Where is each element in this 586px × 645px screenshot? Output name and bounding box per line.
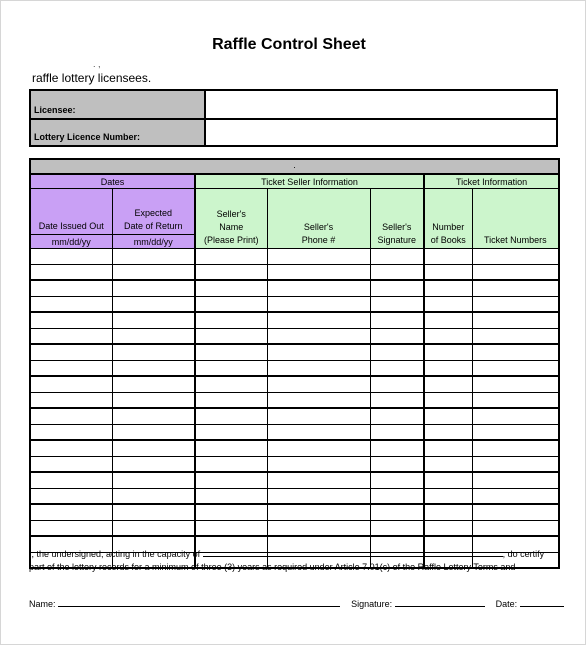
name-label: Name:: [29, 599, 56, 609]
name-field[interactable]: [58, 597, 340, 607]
col-number-of-books-line2: of Books: [430, 235, 466, 245]
table-cell[interactable]: [112, 392, 195, 408]
table-cell[interactable]: [472, 264, 559, 280]
table-cell[interactable]: [267, 392, 370, 408]
raffle-control-table: [29, 158, 560, 569]
table-cell[interactable]: [424, 456, 472, 472]
table-cell[interactable]: [424, 520, 472, 536]
table-cell[interactable]: [195, 280, 267, 296]
table-cell[interactable]: [195, 456, 267, 472]
table-cell[interactable]: [195, 424, 267, 440]
table-row: [30, 440, 559, 456]
table-cell[interactable]: [267, 472, 370, 488]
col-expected-return-line2: Date of Return: [123, 221, 183, 231]
table-row: [30, 264, 559, 280]
table-cell[interactable]: [472, 312, 559, 328]
table-header-bar: [30, 159, 559, 174]
cert-line2: part of the lottery records for a minimum of three (3) years as required under Article 7.01(c) of the Raffle Lottery Terms and: [29, 562, 516, 572]
table-cell[interactable]: [370, 360, 424, 376]
date-label: Date:: [495, 599, 518, 609]
table-cell[interactable]: [30, 440, 112, 456]
table-row: [30, 328, 559, 344]
table-cell[interactable]: [472, 408, 559, 424]
table-row: [30, 376, 559, 392]
table-cell[interactable]: [424, 424, 472, 440]
table-cell[interactable]: [424, 472, 472, 488]
table-cell[interactable]: [267, 488, 370, 504]
table-cell[interactable]: [112, 504, 195, 520]
table-cell[interactable]: [267, 249, 370, 265]
page-title: Raffle Control Sheet: [212, 36, 366, 53]
col-seller-name: [195, 189, 267, 249]
table-cell[interactable]: [195, 440, 267, 456]
cert-line1-end: , do certify: [502, 549, 545, 559]
col-date-issued-label: Date Issued Out: [38, 221, 104, 231]
table-cell[interactable]: [195, 488, 267, 504]
col-ticket-numbers: [472, 189, 559, 249]
table-cell[interactable]: [424, 392, 472, 408]
table-cell[interactable]: [472, 249, 559, 265]
col-seller-phone-line2: Phone #: [301, 235, 336, 245]
table-row: [30, 424, 559, 440]
table-cell[interactable]: [472, 296, 559, 312]
table-cell[interactable]: [472, 328, 559, 344]
table-cell[interactable]: [30, 328, 112, 344]
table-cell[interactable]: [112, 520, 195, 536]
table-cell[interactable]: [424, 280, 472, 296]
date-format-return: mm/dd/yy: [112, 235, 195, 249]
table-cell[interactable]: [195, 376, 267, 392]
table-cell[interactable]: [112, 424, 195, 440]
table-cell[interactable]: [112, 360, 195, 376]
table-cell[interactable]: [112, 376, 195, 392]
table-cell[interactable]: [112, 488, 195, 504]
col-seller-phone: [267, 189, 370, 249]
col-number-of-books-line1: Number: [432, 222, 465, 232]
table-cell[interactable]: [195, 360, 267, 376]
table-cell[interactable]: [472, 280, 559, 296]
table-cell[interactable]: [370, 440, 424, 456]
table-cell[interactable]: [424, 296, 472, 312]
col-number-of-books: [424, 189, 472, 249]
table-row: [30, 360, 559, 376]
table-cell[interactable]: [30, 376, 112, 392]
table-cell[interactable]: [472, 488, 559, 504]
table-cell[interactable]: [370, 456, 424, 472]
table-cell[interactable]: [112, 280, 195, 296]
table-cell[interactable]: [424, 408, 472, 424]
table-cell[interactable]: [30, 249, 112, 265]
table-row: [30, 472, 559, 488]
signoff-row: [29, 597, 569, 609]
table-cell[interactable]: [112, 456, 195, 472]
table-cell[interactable]: [472, 440, 559, 456]
column-header-row: [30, 189, 559, 235]
table-cell[interactable]: [195, 344, 267, 360]
table-cell[interactable]: [30, 520, 112, 536]
table-cell[interactable]: [30, 344, 112, 360]
table-cell[interactable]: [370, 328, 424, 344]
table-cell[interactable]: [30, 312, 112, 328]
table-cell[interactable]: [424, 360, 472, 376]
table-cell[interactable]: [472, 472, 559, 488]
col-seller-signature-line1: Seller's: [382, 222, 412, 232]
table-cell[interactable]: [30, 408, 112, 424]
table-cell[interactable]: [30, 456, 112, 472]
date-format-issued: mm/dd/yy: [30, 235, 112, 249]
table-row: [30, 408, 559, 424]
table-cell[interactable]: [424, 504, 472, 520]
table-cell[interactable]: [424, 344, 472, 360]
col-seller-signature-line2: Signature: [377, 235, 417, 245]
licence-number-label: Lottery Licence Number:: [30, 119, 205, 146]
intro-text: raffle lottery licensees.: [32, 71, 152, 85]
table-cell[interactable]: [370, 312, 424, 328]
table-cell[interactable]: [30, 264, 112, 280]
table-cell[interactable]: [472, 360, 559, 376]
table-row: [30, 344, 559, 360]
table-row: [30, 296, 559, 312]
table-cell[interactable]: [472, 392, 559, 408]
table-cell[interactable]: [30, 360, 112, 376]
table-row: [30, 504, 559, 520]
certification-text: [29, 547, 569, 574]
table-cell[interactable]: [370, 424, 424, 440]
table-cell[interactable]: [195, 472, 267, 488]
group-seller-info: Ticket Seller Information: [195, 174, 424, 189]
table-cell[interactable]: [112, 264, 195, 280]
table-cell[interactable]: [370, 249, 424, 265]
table-cell[interactable]: [424, 328, 472, 344]
table-cell[interactable]: [370, 344, 424, 360]
table-cell[interactable]: [195, 520, 267, 536]
table-cell[interactable]: [424, 264, 472, 280]
table-cell[interactable]: [267, 296, 370, 312]
table-cell[interactable]: [424, 249, 472, 265]
table-cell[interactable]: [112, 312, 195, 328]
table-cell[interactable]: [370, 376, 424, 392]
table-cell[interactable]: [370, 520, 424, 536]
table-cell[interactable]: [267, 376, 370, 392]
table-cell[interactable]: [472, 424, 559, 440]
table-cell[interactable]: [30, 504, 112, 520]
table-cell[interactable]: [112, 472, 195, 488]
table-cell[interactable]: [472, 376, 559, 392]
table-cell[interactable]: [267, 456, 370, 472]
col-seller-signature: [370, 189, 424, 249]
table-cell[interactable]: [370, 472, 424, 488]
table-cell[interactable]: [267, 520, 370, 536]
table-cell[interactable]: [472, 520, 559, 536]
table-cell[interactable]: [195, 264, 267, 280]
table-cell[interactable]: [370, 264, 424, 280]
table-cell[interactable]: [370, 488, 424, 504]
table-cell[interactable]: [424, 312, 472, 328]
table-row: [30, 312, 559, 328]
date-field[interactable]: [520, 597, 564, 607]
table-cell[interactable]: [267, 344, 370, 360]
table-cell[interactable]: [112, 249, 195, 265]
licensee-label: Licensee:: [30, 90, 205, 119]
signature-field[interactable]: [395, 597, 485, 607]
table-cell[interactable]: [195, 249, 267, 265]
table-cell[interactable]: [195, 408, 267, 424]
col-expected-return: [112, 189, 195, 235]
intro-fragment: . ,: [93, 59, 101, 69]
table-cell[interactable]: [30, 472, 112, 488]
table-cell[interactable]: [30, 280, 112, 296]
group-ticket-info: Ticket Information: [424, 174, 559, 189]
col-seller-phone-line1: Seller's: [303, 222, 334, 232]
col-expected-return-line1: Expected: [134, 208, 173, 218]
table-cell[interactable]: [370, 504, 424, 520]
table-cell[interactable]: [267, 440, 370, 456]
table-cell[interactable]: [267, 504, 370, 520]
header-bar-mark: ·: [30, 159, 559, 174]
table-cell[interactable]: [112, 344, 195, 360]
licensee-field[interactable]: [205, 90, 557, 119]
group-dates: Dates: [30, 174, 195, 189]
table-cell[interactable]: [267, 264, 370, 280]
table-cell[interactable]: [370, 408, 424, 424]
table-cell[interactable]: [195, 312, 267, 328]
table-cell[interactable]: [267, 312, 370, 328]
table-cell[interactable]: [267, 424, 370, 440]
table-row: [30, 280, 559, 296]
col-seller-name-line1: Seller's: [216, 209, 246, 219]
table-row: [30, 520, 559, 536]
table-cell[interactable]: [195, 328, 267, 344]
table-cell[interactable]: [472, 504, 559, 520]
table-cell[interactable]: [472, 344, 559, 360]
table-cell[interactable]: [30, 424, 112, 440]
table-row: [30, 456, 559, 472]
group-header-row: [30, 174, 559, 189]
table-cell[interactable]: [112, 328, 195, 344]
table-cell[interactable]: [267, 360, 370, 376]
table-cell[interactable]: [195, 504, 267, 520]
table-cell[interactable]: [267, 328, 370, 344]
table-row: [30, 488, 559, 504]
table-cell[interactable]: [370, 296, 424, 312]
table-cell[interactable]: [267, 408, 370, 424]
col-seller-name-line2: Name: [219, 222, 244, 232]
capacity-field[interactable]: [203, 547, 503, 557]
table-row: [30, 249, 559, 265]
cert-line1-start: I, the undersigned, acting in the capacity of: [29, 549, 201, 559]
table-cell[interactable]: [30, 296, 112, 312]
table-cell[interactable]: [195, 296, 267, 312]
col-ticket-numbers-label: Ticket Numbers: [483, 235, 547, 245]
licence-number-field[interactable]: [205, 119, 557, 146]
table-cell[interactable]: [112, 408, 195, 424]
table-row: [30, 392, 559, 408]
signature-label: Signature:: [351, 599, 393, 609]
table-cell[interactable]: [424, 376, 472, 392]
col-date-issued: [30, 189, 112, 235]
col-seller-name-line3: (Please Print): [203, 235, 259, 245]
licensee-box: [29, 89, 558, 147]
table-cell[interactable]: [370, 392, 424, 408]
table-cell[interactable]: [30, 392, 112, 408]
table-cell[interactable]: [424, 440, 472, 456]
table-cell[interactable]: [424, 488, 472, 504]
table-cell[interactable]: [195, 392, 267, 408]
table-cell[interactable]: [112, 440, 195, 456]
table-cell[interactable]: [112, 296, 195, 312]
table-cell[interactable]: [267, 280, 370, 296]
table-cell[interactable]: [472, 456, 559, 472]
table-cell[interactable]: [30, 488, 112, 504]
table-cell[interactable]: [370, 280, 424, 296]
